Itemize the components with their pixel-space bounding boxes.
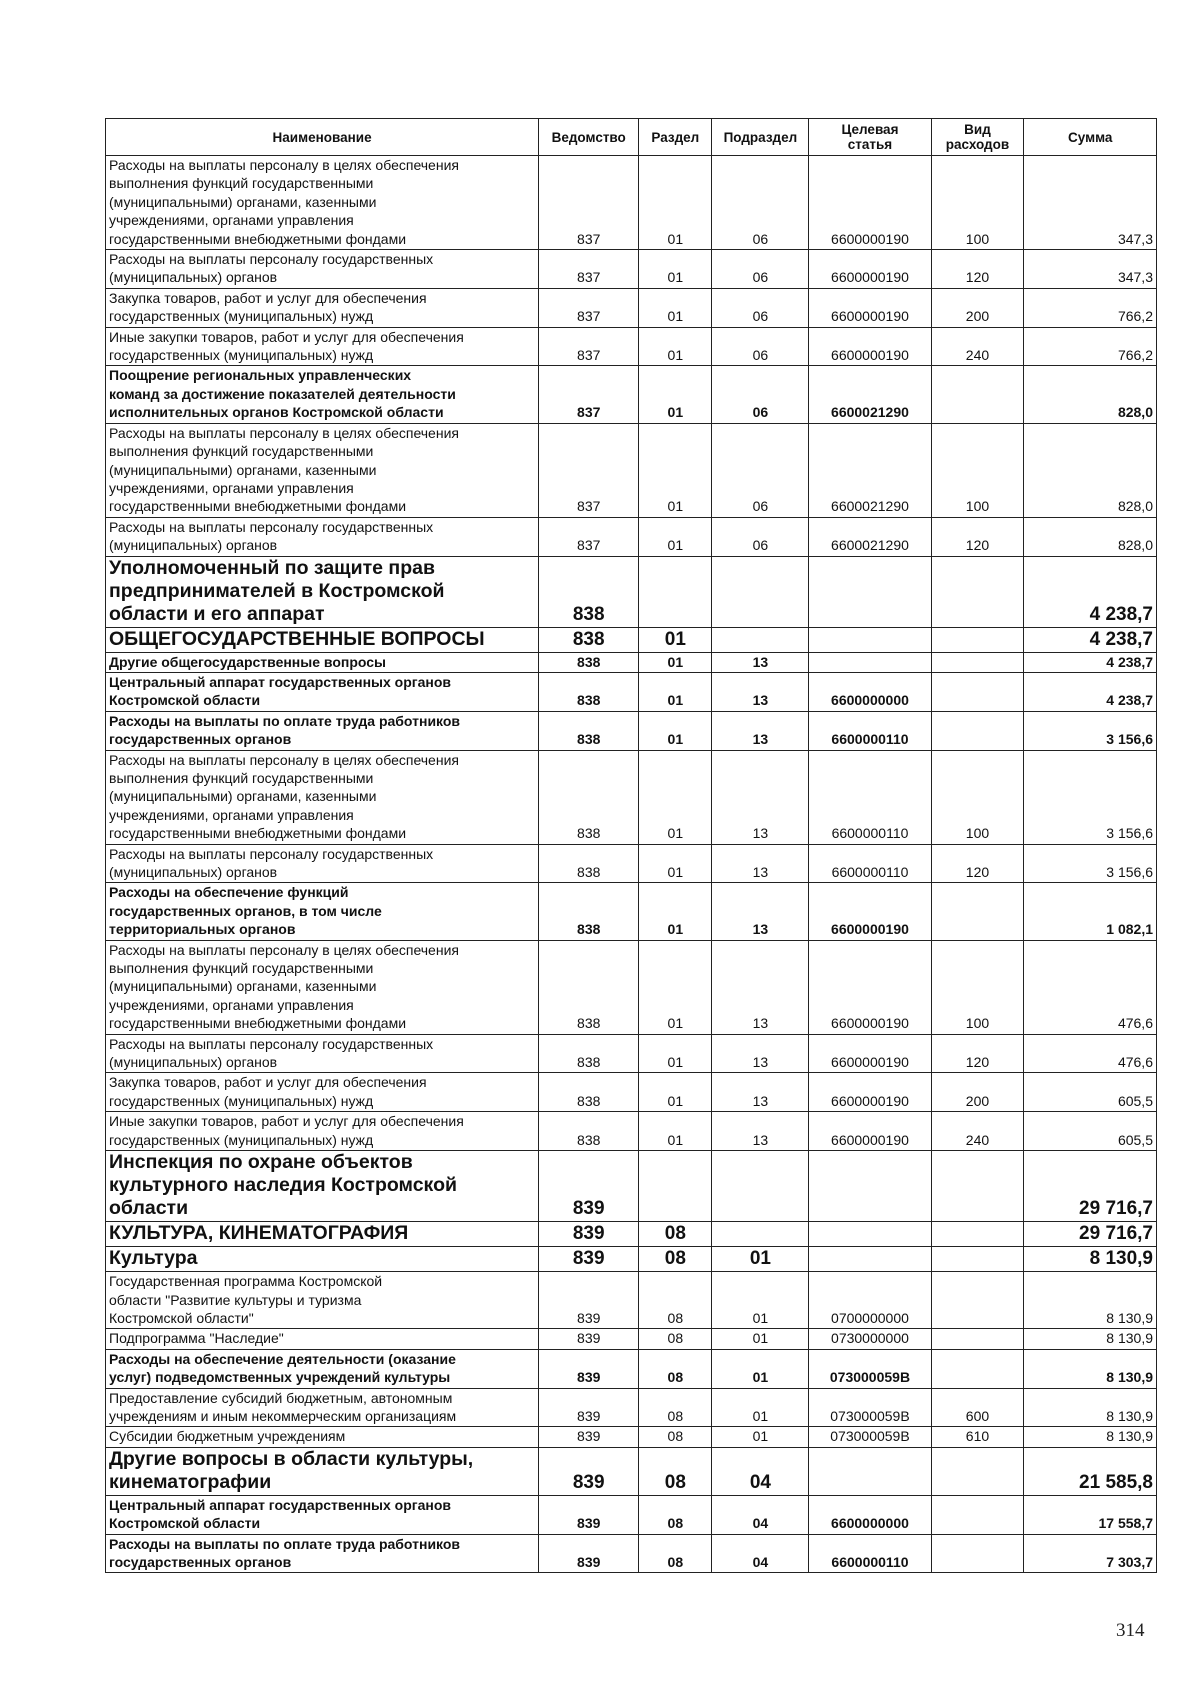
cell-department: 838 — [539, 1073, 639, 1112]
cell-name — [106, 1073, 539, 1112]
row-name-text: Государственная программа Костромской области "Развитие культуры и туризма Костромской области" — [109, 1273, 383, 1326]
cell-amount: 828,0 — [1024, 517, 1157, 556]
cell-department: 838 — [539, 750, 639, 844]
cell-amount: 347,3 — [1024, 250, 1157, 289]
cell-amount: 347,3 — [1024, 156, 1157, 250]
row-name-text: Расходы на выплаты по оплате труда работников государственных органов — [109, 712, 461, 748]
cell-name — [106, 1034, 539, 1073]
cell-amount: 828,0 — [1024, 423, 1157, 517]
table-row — [106, 556, 1157, 627]
cell-expense-type — [931, 627, 1024, 652]
table-row — [106, 156, 1157, 250]
row-name-text: Закупка товаров, работ и услуг для обеспечения государственных (муниципальных) нужд — [109, 1074, 427, 1109]
cell-department: 837 — [539, 250, 639, 289]
cell-subsection: 04 — [712, 1447, 809, 1495]
table-row — [106, 1034, 1157, 1073]
cell-expense-type — [931, 711, 1024, 750]
header-subsection: Подраздел — [712, 119, 809, 156]
cell-target-article: 6600000190 — [809, 883, 931, 940]
cell-subsection: 06 — [712, 250, 809, 289]
table-row — [106, 250, 1157, 289]
cell-expense-type: 120 — [931, 1034, 1024, 1073]
cell-name — [106, 250, 539, 289]
cell-amount: 4 238,7 — [1024, 672, 1157, 711]
cell-name — [106, 1272, 539, 1329]
cell-name — [106, 288, 539, 327]
cell-section: 08 — [639, 1495, 712, 1534]
cell-subsection — [712, 627, 809, 652]
cell-section: 01 — [639, 750, 712, 844]
cell-amount: 3 156,6 — [1024, 844, 1157, 883]
row-name-text: Иные закупки товаров, работ и услуг для обеспечения государственных (муниципальных) нужд — [109, 328, 464, 364]
header-department: Ведомство — [539, 119, 639, 156]
cell-name — [106, 1495, 539, 1534]
cell-expense-type: 100 — [931, 156, 1024, 250]
cell-expense-type — [931, 1222, 1024, 1247]
table-row — [106, 1495, 1157, 1534]
cell-name — [106, 1388, 539, 1427]
cell-subsection: 01 — [712, 1329, 809, 1349]
cell-subsection — [712, 1222, 809, 1247]
cell-target-article — [809, 556, 931, 627]
cell-target-article: 6600000190 — [809, 1112, 931, 1151]
cell-target-article: 6600021290 — [809, 366, 931, 423]
cell-name — [106, 652, 539, 672]
cell-target-article: 6600000110 — [809, 844, 931, 883]
row-name-text: Расходы на выплаты персоналу в целях обеспечения выполнения функций государственными (муниципальными) органами, казенными учреждениями, органами управления государственными внебюджетными фондами — [109, 424, 459, 515]
cell-department: 838 — [539, 672, 639, 711]
cell-department: 838 — [539, 1034, 639, 1073]
cell-section: 01 — [639, 672, 712, 711]
cell-subsection: 06 — [712, 423, 809, 517]
table-row — [106, 423, 1157, 517]
cell-section: 01 — [639, 517, 712, 556]
cell-section: 08 — [639, 1329, 712, 1349]
cell-amount: 605,5 — [1024, 1112, 1157, 1151]
cell-section: 01 — [639, 366, 712, 423]
cell-amount: 7 303,7 — [1024, 1534, 1157, 1573]
cell-department: 838 — [539, 711, 639, 750]
table-row — [106, 288, 1157, 327]
table-row — [106, 844, 1157, 883]
cell-subsection: 04 — [712, 1495, 809, 1534]
cell-target-article: 6600000190 — [809, 940, 931, 1034]
cell-expense-type — [931, 1151, 1024, 1222]
cell-subsection: 01 — [712, 1349, 809, 1388]
cell-target-article: 0730000000 — [809, 1329, 931, 1349]
cell-target-article: 6600000190 — [809, 327, 931, 366]
table-row — [106, 672, 1157, 711]
row-name-text: Культура — [109, 1247, 198, 1270]
cell-department: 839 — [539, 1534, 639, 1573]
cell-name — [106, 1329, 539, 1349]
budget-table — [105, 118, 1157, 1573]
row-name-text: Другие общегосударственные вопросы — [109, 653, 386, 670]
cell-expense-type — [931, 1272, 1024, 1329]
row-name-text: Субсидии бюджетным учреждениям — [109, 1428, 346, 1445]
table-row — [106, 327, 1157, 366]
table-row — [106, 1349, 1157, 1388]
cell-subsection: 13 — [712, 750, 809, 844]
cell-department: 837 — [539, 156, 639, 250]
cell-expense-type — [931, 1329, 1024, 1349]
cell-department: 839 — [539, 1447, 639, 1495]
cell-section: 08 — [639, 1388, 712, 1427]
cell-department: 839 — [539, 1427, 639, 1447]
cell-amount: 8 130,9 — [1024, 1388, 1157, 1427]
cell-amount: 476,6 — [1024, 1034, 1157, 1073]
table-row — [106, 883, 1157, 940]
cell-target-article — [809, 652, 931, 672]
cell-expense-type: 100 — [931, 750, 1024, 844]
cell-amount: 828,0 — [1024, 366, 1157, 423]
table-row — [106, 517, 1157, 556]
cell-target-article: 6600021290 — [809, 517, 931, 556]
cell-name — [106, 1447, 539, 1495]
cell-subsection: 06 — [712, 288, 809, 327]
cell-target-article: 6600000110 — [809, 750, 931, 844]
cell-target-article: 6600000190 — [809, 156, 931, 250]
row-name-text: Расходы на выплаты персоналу государственных (муниципальных) органов — [109, 518, 434, 554]
cell-name — [106, 327, 539, 366]
cell-target-article — [809, 627, 931, 652]
cell-department: 838 — [539, 940, 639, 1034]
cell-name — [106, 627, 539, 652]
cell-target-article: 6600000110 — [809, 711, 931, 750]
cell-subsection: 06 — [712, 327, 809, 366]
cell-name — [106, 1427, 539, 1447]
cell-department: 837 — [539, 366, 639, 423]
table-row — [106, 627, 1157, 652]
header-section: Раздел — [639, 119, 712, 156]
cell-department: 839 — [539, 1272, 639, 1329]
cell-department: 838 — [539, 556, 639, 627]
cell-section: 08 — [639, 1447, 712, 1495]
cell-target-article: 6600000110 — [809, 1534, 931, 1573]
cell-target-article: 0700000000 — [809, 1272, 931, 1329]
cell-section: 08 — [639, 1222, 712, 1247]
row-name-text: Расходы на выплаты персоналу государственных (муниципальных) органов — [109, 1035, 434, 1071]
header-name: Наименование — [106, 119, 539, 156]
cell-amount: 4 238,7 — [1024, 627, 1157, 652]
table-row — [106, 1112, 1157, 1151]
cell-amount: 8 130,9 — [1024, 1349, 1157, 1388]
cell-expense-type: 200 — [931, 1073, 1024, 1112]
cell-department: 837 — [539, 327, 639, 366]
row-name-text: Расходы на обеспечение деятельности (оказание услуг) подведомственных учреждений культуры — [109, 1350, 456, 1386]
cell-department: 837 — [539, 288, 639, 327]
cell-section — [639, 556, 712, 627]
row-name-text: Расходы на выплаты персоналу в целях обеспечения выполнения функций государственными (муниципальными) органами, казенными учреждениями, органами управления государственными внебюджетными фондами — [109, 751, 459, 842]
row-name-text: Закупка товаров, работ и услуг для обеспечения государственных (муниципальных) нужд — [109, 289, 427, 325]
table-row — [106, 1272, 1157, 1329]
row-name-text: ОБЩЕГОСУДАРСТВЕННЫЕ ВОПРОСЫ — [109, 627, 485, 650]
row-name-text: Предоставление субсидий бюджетным, автономным учреждениям и иным некоммерческим организациям — [109, 1389, 457, 1424]
row-name-text: Расходы на выплаты персоналу в целях обеспечения выполнения функций государственными (муниципальными) органами, казенными учреждениями, органами управления государственными внебюджетными фондами — [109, 157, 459, 247]
cell-subsection: 13 — [712, 883, 809, 940]
cell-department: 839 — [539, 1222, 639, 1247]
cell-name — [106, 1151, 539, 1222]
cell-section: 01 — [639, 423, 712, 517]
cell-expense-type — [931, 366, 1024, 423]
cell-expense-type — [931, 672, 1024, 711]
cell-department: 839 — [539, 1388, 639, 1427]
table-row — [106, 1222, 1157, 1247]
cell-expense-type: 200 — [931, 288, 1024, 327]
cell-subsection: 13 — [712, 1034, 809, 1073]
cell-subsection — [712, 556, 809, 627]
cell-section: 08 — [639, 1349, 712, 1388]
cell-name — [106, 883, 539, 940]
cell-name — [106, 940, 539, 1034]
cell-expense-type: 100 — [931, 940, 1024, 1034]
cell-subsection: 01 — [712, 1247, 809, 1272]
cell-amount: 8 130,9 — [1024, 1247, 1157, 1272]
cell-subsection: 13 — [712, 1073, 809, 1112]
cell-subsection: 01 — [712, 1272, 809, 1329]
cell-amount: 29 716,7 — [1024, 1151, 1157, 1222]
cell-expense-type: 240 — [931, 327, 1024, 366]
cell-target-article: 073000059В — [809, 1349, 931, 1388]
row-name-text: Центральный аппарат государственных органов Костромской области — [109, 1496, 452, 1532]
row-name-text: Расходы на выплаты персоналу в целях обеспечения выполнения функций государственными (муниципальными) органами, казенными учреждениями, органами управления государственными внебюджетными фондами — [109, 941, 459, 1032]
row-name-text: Расходы на выплаты по оплате труда работников государственных органов — [109, 1535, 461, 1570]
cell-expense-type: 120 — [931, 250, 1024, 289]
cell-target-article: 073000059В — [809, 1388, 931, 1427]
cell-target-article — [809, 1247, 931, 1272]
cell-name — [106, 1534, 539, 1573]
cell-target-article: 6600000000 — [809, 672, 931, 711]
cell-section: 01 — [639, 844, 712, 883]
row-name-text: Расходы на выплаты персоналу государственных (муниципальных) органов — [109, 251, 434, 286]
cell-subsection: 13 — [712, 844, 809, 883]
cell-amount: 3 156,6 — [1024, 711, 1157, 750]
table-row — [106, 1447, 1157, 1495]
cell-subsection: 01 — [712, 1427, 809, 1447]
cell-target-article: 073000059В — [809, 1427, 931, 1447]
cell-expense-type — [931, 883, 1024, 940]
cell-expense-type — [931, 1349, 1024, 1388]
cell-target-article: 6600000190 — [809, 1034, 931, 1073]
cell-section: 01 — [639, 327, 712, 366]
cell-name — [106, 1112, 539, 1151]
cell-name — [106, 366, 539, 423]
table-row — [106, 1151, 1157, 1222]
table-row — [106, 711, 1157, 750]
cell-subsection: 06 — [712, 517, 809, 556]
cell-department: 839 — [539, 1151, 639, 1222]
cell-section: 01 — [639, 288, 712, 327]
cell-subsection: 13 — [712, 940, 809, 1034]
header-amount: Сумма — [1024, 119, 1157, 156]
cell-name — [106, 156, 539, 250]
cell-expense-type: 120 — [931, 517, 1024, 556]
cell-amount: 766,2 — [1024, 327, 1157, 366]
cell-amount: 21 585,8 — [1024, 1447, 1157, 1495]
cell-expense-type — [931, 1495, 1024, 1534]
cell-expense-type: 610 — [931, 1427, 1024, 1447]
cell-amount: 8 130,9 — [1024, 1427, 1157, 1447]
table-row — [106, 1247, 1157, 1272]
cell-department: 837 — [539, 517, 639, 556]
row-name-text: Подпрограмма "Наследие" — [109, 1330, 284, 1347]
cell-amount: 605,5 — [1024, 1073, 1157, 1112]
cell-subsection: 13 — [712, 652, 809, 672]
cell-department: 839 — [539, 1495, 639, 1534]
table-row — [106, 1329, 1157, 1349]
cell-subsection: 13 — [712, 1112, 809, 1151]
cell-expense-type: 100 — [931, 423, 1024, 517]
cell-department: 838 — [539, 844, 639, 883]
table-body — [106, 156, 1157, 1573]
cell-name — [106, 517, 539, 556]
cell-section — [639, 1151, 712, 1222]
cell-section: 01 — [639, 711, 712, 750]
cell-expense-type: 240 — [931, 1112, 1024, 1151]
cell-subsection: 04 — [712, 1534, 809, 1573]
row-name-text: Инспекция по охране объектов культурного наследия Костромской области — [109, 1151, 457, 1220]
cell-expense-type — [931, 556, 1024, 627]
cell-name — [106, 1247, 539, 1272]
cell-section: 01 — [639, 1112, 712, 1151]
cell-amount: 4 238,7 — [1024, 556, 1157, 627]
table-row — [106, 1073, 1157, 1112]
cell-name — [106, 556, 539, 627]
cell-target-article: 6600000190 — [809, 288, 931, 327]
table-row — [106, 750, 1157, 844]
row-name-text: КУЛЬТУРА, КИНЕМАТОГРАФИЯ — [109, 1222, 409, 1245]
table-row — [106, 1534, 1157, 1573]
cell-amount: 766,2 — [1024, 288, 1157, 327]
row-name-text: Поощрение региональных управленческих команд за достижение показателей деятельности исполнительных органов Костромской области — [109, 367, 456, 421]
table-row — [106, 366, 1157, 423]
row-name-text: Уполномоченный по защите прав предпринимателей в Костромской области и его аппарат — [109, 556, 445, 625]
cell-expense-type — [931, 1534, 1024, 1573]
cell-target-article — [809, 1151, 931, 1222]
cell-department: 838 — [539, 627, 639, 652]
cell-department: 839 — [539, 1247, 639, 1272]
table-row — [106, 940, 1157, 1034]
table-header-row — [106, 119, 1157, 156]
cell-name — [106, 711, 539, 750]
cell-section: 01 — [639, 1034, 712, 1073]
cell-section: 01 — [639, 250, 712, 289]
cell-name — [106, 1222, 539, 1247]
cell-section: 01 — [639, 627, 712, 652]
cell-name — [106, 750, 539, 844]
cell-amount: 3 156,6 — [1024, 750, 1157, 844]
budget-sheet — [105, 118, 1157, 1573]
cell-target-article: 6600000190 — [809, 1073, 931, 1112]
cell-expense-type — [931, 1247, 1024, 1272]
cell-amount: 8 130,9 — [1024, 1272, 1157, 1329]
cell-target-article: 6600000000 — [809, 1495, 931, 1534]
page-number: 314 — [1116, 1620, 1145, 1641]
cell-amount: 29 716,7 — [1024, 1222, 1157, 1247]
cell-section: 01 — [639, 652, 712, 672]
cell-expense-type: 120 — [931, 844, 1024, 883]
cell-amount: 4 238,7 — [1024, 652, 1157, 672]
cell-expense-type — [931, 1447, 1024, 1495]
cell-section: 08 — [639, 1247, 712, 1272]
table-row — [106, 652, 1157, 672]
cell-subsection: 06 — [712, 366, 809, 423]
cell-section: 08 — [639, 1427, 712, 1447]
cell-amount: 476,6 — [1024, 940, 1157, 1034]
cell-target-article: 6600000190 — [809, 250, 931, 289]
cell-department: 838 — [539, 883, 639, 940]
cell-section: 08 — [639, 1534, 712, 1573]
cell-section: 01 — [639, 883, 712, 940]
cell-expense-type — [931, 652, 1024, 672]
cell-department: 839 — [539, 1329, 639, 1349]
cell-target-article — [809, 1222, 931, 1247]
cell-subsection: 01 — [712, 1388, 809, 1427]
row-name-text: Другие вопросы в области культуры, кинематографии — [109, 1447, 474, 1493]
cell-name — [106, 844, 539, 883]
row-name-text: Расходы на выплаты персоналу государственных (муниципальных) органов — [109, 845, 434, 880]
cell-name — [106, 672, 539, 711]
cell-section: 01 — [639, 156, 712, 250]
cell-subsection: 06 — [712, 156, 809, 250]
cell-amount: 17 558,7 — [1024, 1495, 1157, 1534]
cell-name — [106, 423, 539, 517]
cell-department: 837 — [539, 423, 639, 517]
cell-subsection — [712, 1151, 809, 1222]
table-row — [106, 1427, 1157, 1447]
cell-name — [106, 1349, 539, 1388]
row-name-text: Иные закупки товаров, работ и услуг для обеспечения государственных (муниципальных) нужд — [109, 1113, 464, 1148]
cell-amount: 8 130,9 — [1024, 1329, 1157, 1349]
table-row — [106, 1388, 1157, 1427]
cell-section: 01 — [639, 940, 712, 1034]
row-name-text: Расходы на обеспечение функций государственных органов, в том числе территориальных органов — [109, 884, 382, 938]
header-target-article: Целевая статья — [809, 119, 931, 156]
cell-department: 839 — [539, 1349, 639, 1388]
cell-expense-type: 600 — [931, 1388, 1024, 1427]
cell-subsection: 13 — [712, 672, 809, 711]
cell-target-article — [809, 1447, 931, 1495]
cell-department: 838 — [539, 652, 639, 672]
header-expense-type: Вид расходов — [931, 119, 1024, 156]
cell-subsection: 13 — [712, 711, 809, 750]
cell-department: 838 — [539, 1112, 639, 1151]
cell-amount: 1 082,1 — [1024, 883, 1157, 940]
cell-target-article: 6600021290 — [809, 423, 931, 517]
row-name-text: Центральный аппарат государственных органов Костромской области — [109, 673, 452, 709]
cell-section: 08 — [639, 1272, 712, 1329]
cell-section: 01 — [639, 1073, 712, 1112]
